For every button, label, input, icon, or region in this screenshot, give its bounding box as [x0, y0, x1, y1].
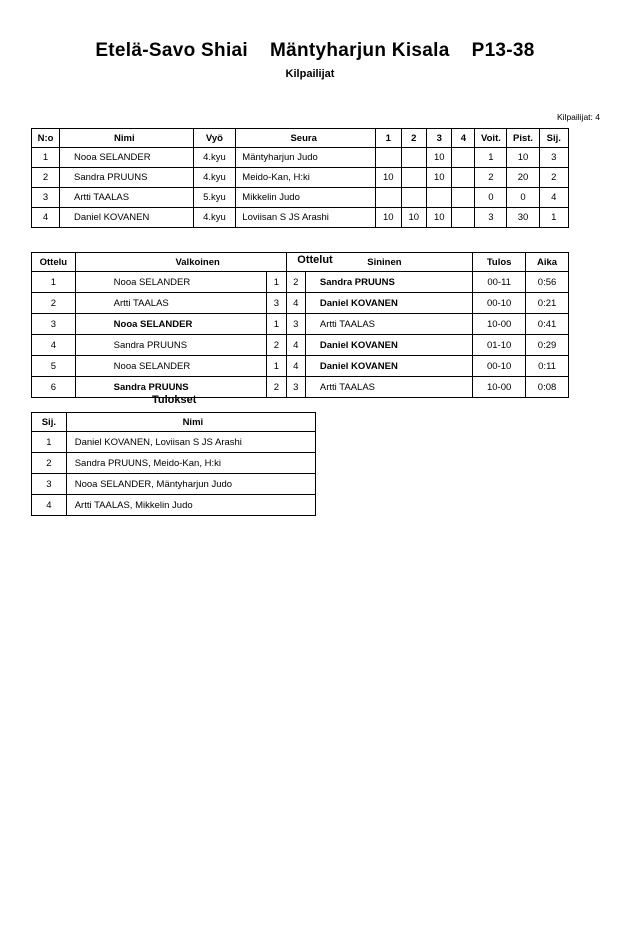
matches-table: [31, 252, 569, 398]
section-label-results: Tulokset: [152, 394, 197, 406]
cell-wins: 0: [475, 188, 507, 208]
cell-blue-no: 4: [286, 335, 305, 356]
competitor-count: Kilpailijat: 4: [557, 112, 600, 122]
cell-time: 0:11: [526, 356, 569, 377]
table-row: [32, 293, 569, 314]
title-category: P13-38: [471, 40, 535, 61]
cell-white: Nooa SELANDER: [75, 314, 267, 335]
cell-belt: 4.kyu: [193, 168, 236, 188]
cell-result-rank: 4: [32, 495, 67, 516]
cell-points: 0: [507, 188, 539, 208]
cell-points: 20: [507, 168, 539, 188]
cell-result-name: Sandra PRUUNS, Meido-Kan, H:ki: [66, 453, 315, 474]
cell-white-no: 1: [267, 356, 286, 377]
column-header-m2: 2: [401, 129, 426, 148]
cell-white-no: 1: [267, 314, 286, 335]
table-row: [32, 474, 316, 495]
cell-time: 0:08: [526, 377, 569, 398]
cell-time: 0:21: [526, 293, 569, 314]
cell-m2: [401, 168, 426, 188]
cell-blue: Sandra PRUUNS: [305, 272, 472, 293]
cell-m1: [376, 148, 401, 168]
cell-result: 10-00: [473, 314, 526, 335]
cell-wins: 2: [475, 168, 507, 188]
cell-white: Artti TAALAS: [75, 293, 267, 314]
cell-time: 0:29: [526, 335, 569, 356]
cell-blue: Artti TAALAS: [305, 314, 472, 335]
table-row: [32, 188, 569, 208]
cell-white-no: 2: [267, 377, 286, 398]
cell-result: 00-10: [473, 293, 526, 314]
cell-match-no: 3: [32, 314, 76, 335]
cell-points: 30: [507, 208, 539, 228]
cell-match-no: 6: [32, 377, 76, 398]
cell-white: Sandra PRUUNS: [75, 335, 267, 356]
table-header-row: [32, 413, 316, 432]
column-header-m1: 1: [376, 129, 401, 148]
title-venue: Mäntyharjun Kisala: [269, 40, 450, 61]
cell-club: Loviisan S JS Arashi: [236, 208, 376, 228]
cell-rank: 1: [539, 208, 568, 228]
cell-m4: [452, 168, 475, 188]
cell-result: 10-00: [473, 377, 526, 398]
cell-m3: 10: [427, 168, 452, 188]
cell-m2: 10: [401, 208, 426, 228]
cell-belt: 5.kyu: [193, 188, 236, 208]
cell-no: 1: [32, 148, 60, 168]
column-header-no: N:o: [32, 129, 60, 148]
cell-result-name: Nooa SELANDER, Mäntyharjun Judo: [66, 474, 315, 495]
cell-result-rank: 1: [32, 432, 67, 453]
table-row: [32, 377, 569, 398]
cell-no: 2: [32, 168, 60, 188]
column-header-time: Aika: [526, 253, 569, 272]
column-header-club: Seura: [236, 129, 376, 148]
cell-m3: 10: [427, 208, 452, 228]
cell-name: Sandra PRUUNS: [60, 168, 194, 188]
cell-name: Daniel KOVANEN: [60, 208, 194, 228]
document-page: [0, 40, 630, 931]
cell-m3: [427, 188, 452, 208]
cell-m4: [452, 208, 475, 228]
cell-white: Sandra PRUUNS: [75, 377, 267, 398]
cell-match-no: 2: [32, 293, 76, 314]
cell-blue-no: 4: [286, 356, 305, 377]
cell-club: Meido-Kan, H:ki: [236, 168, 376, 188]
cell-white: Nooa SELANDER: [75, 356, 267, 377]
cell-match-no: 5: [32, 356, 76, 377]
cell-name: Nooa SELANDER: [60, 148, 194, 168]
cell-result: 01-10: [473, 335, 526, 356]
cell-m4: [452, 148, 475, 168]
cell-white: Nooa SELANDER: [75, 272, 267, 293]
cell-match-no: 4: [32, 335, 76, 356]
cell-name: Artti TAALAS: [60, 188, 194, 208]
table-row: [32, 356, 569, 377]
cell-time: 0:41: [526, 314, 569, 335]
cell-wins: 3: [475, 208, 507, 228]
cell-result-rank: 2: [32, 453, 67, 474]
section-label-competitors: Kilpailijat: [285, 68, 335, 80]
table-row: [32, 314, 569, 335]
cell-club: Mäntyharjun Judo: [236, 148, 376, 168]
column-header-white: Valkoinen: [75, 253, 286, 272]
cell-blue-no: 4: [286, 293, 305, 314]
section-label-matches: Ottelut: [297, 254, 333, 266]
cell-result: 00-11: [473, 272, 526, 293]
table-row: [32, 432, 316, 453]
cell-m3: 10: [427, 148, 452, 168]
cell-blue-no: 3: [286, 314, 305, 335]
cell-m1: 10: [376, 168, 401, 188]
cell-result: 00-10: [473, 356, 526, 377]
cell-belt: 4.kyu: [193, 208, 236, 228]
competitors-table: [31, 128, 569, 228]
cell-points: 10: [507, 148, 539, 168]
cell-no: 3: [32, 188, 60, 208]
page-title: [0, 40, 630, 62]
cell-m2: [401, 148, 426, 168]
column-header-blue: Sininen: [286, 253, 473, 272]
cell-white-no: 1: [267, 272, 286, 293]
column-header-result-rank: Sij.: [32, 413, 67, 432]
cell-result-name: Artti TAALAS, Mikkelin Judo: [66, 495, 315, 516]
column-header-name: Nimi: [60, 129, 194, 148]
cell-blue-no: 2: [286, 272, 305, 293]
column-header-points: Pist.: [507, 129, 539, 148]
column-header-result: Tulos: [473, 253, 526, 272]
cell-blue: Daniel KOVANEN: [305, 356, 472, 377]
cell-rank: 4: [539, 188, 568, 208]
cell-m1: [376, 188, 401, 208]
column-header-belt: Vyö: [193, 129, 236, 148]
table-header-row: [32, 253, 569, 272]
table-row: [32, 208, 569, 228]
table-header-row: [32, 129, 569, 148]
column-header-rank: Sij.: [539, 129, 568, 148]
cell-no: 4: [32, 208, 60, 228]
cell-club: Mikkelin Judo: [236, 188, 376, 208]
cell-white-no: 3: [267, 293, 286, 314]
title-event: Etelä-Savo Shiai: [95, 40, 248, 61]
cell-result-rank: 3: [32, 474, 67, 495]
column-header-match-no: Ottelu: [32, 253, 76, 272]
column-header-wins: Voit.: [475, 129, 507, 148]
cell-white-no: 2: [267, 335, 286, 356]
cell-time: 0:56: [526, 272, 569, 293]
column-header-m4: 4: [452, 129, 475, 148]
table-row: [32, 272, 569, 293]
table-row: [32, 148, 569, 168]
cell-rank: 3: [539, 148, 568, 168]
column-header-m3: 3: [427, 129, 452, 148]
table-row: [32, 168, 569, 188]
cell-wins: 1: [475, 148, 507, 168]
cell-blue: Daniel KOVANEN: [305, 293, 472, 314]
column-header-result-name: Nimi: [66, 413, 315, 432]
table-row: [32, 453, 316, 474]
cell-m1: 10: [376, 208, 401, 228]
cell-blue-no: 3: [286, 377, 305, 398]
cell-blue: Daniel KOVANEN: [305, 335, 472, 356]
cell-match-no: 1: [32, 272, 76, 293]
cell-m4: [452, 188, 475, 208]
cell-m2: [401, 188, 426, 208]
cell-belt: 4.kyu: [193, 148, 236, 168]
cell-result-name: Daniel KOVANEN, Loviisan S JS Arashi: [66, 432, 315, 453]
cell-blue: Artti TAALAS: [305, 377, 472, 398]
table-row: [32, 495, 316, 516]
results-table: [31, 412, 316, 516]
cell-rank: 2: [539, 168, 568, 188]
table-row: [32, 335, 569, 356]
